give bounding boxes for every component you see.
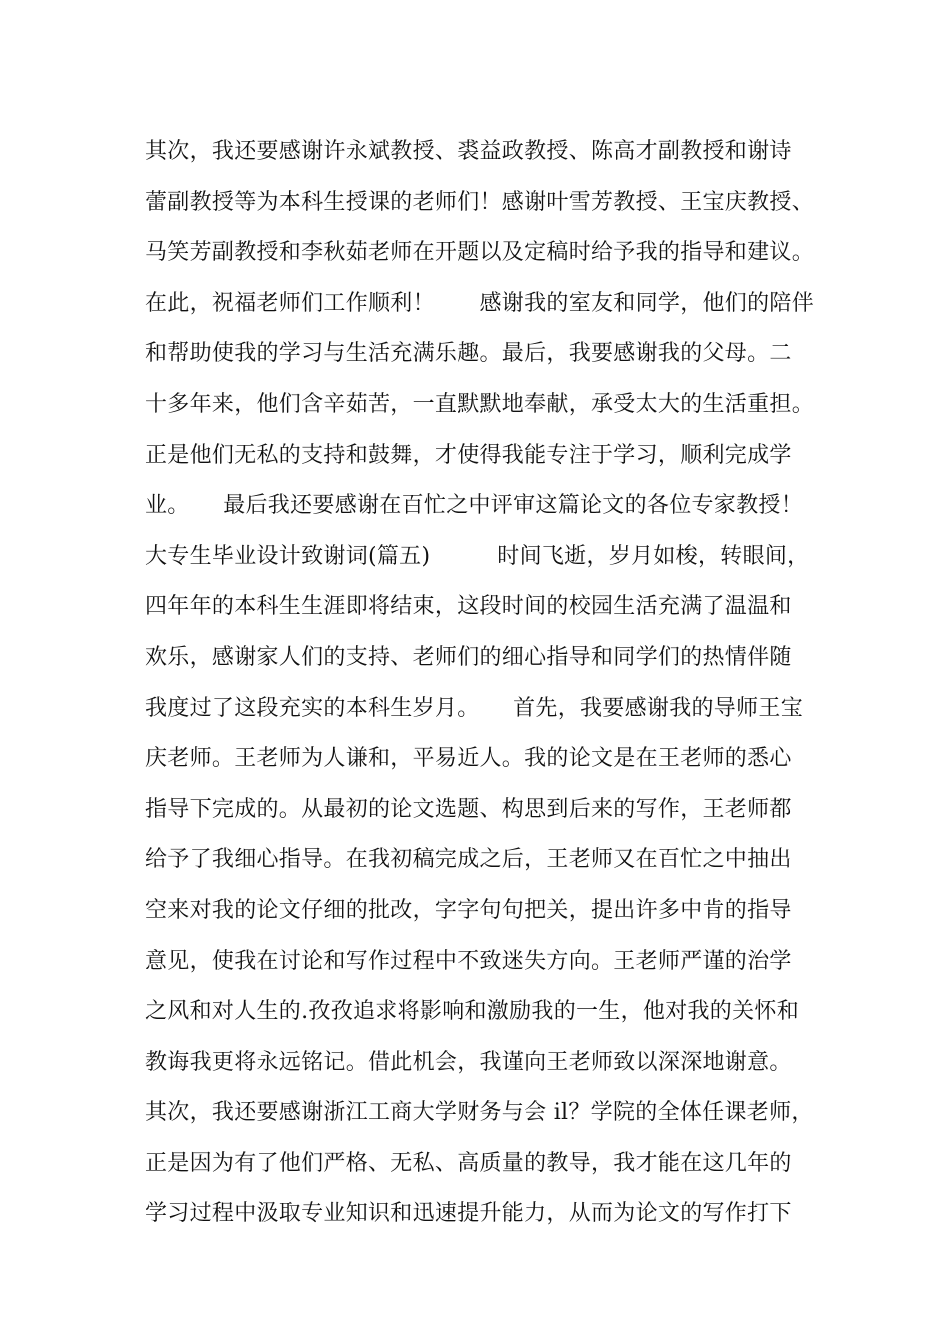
- text-line: 四年年的本科生生涯即将结束，这段时间的校园生活充满了温温和: [145, 594, 792, 620]
- text-line: 教诲我更将永远铭记。借此机会，我谨向王老师致以深深地谢意。: [145, 1049, 792, 1075]
- text-line: 蕾副教授等为本科生授课的老师们！感谢叶雪芳教授、王宝庆教授、: [145, 189, 815, 215]
- text-line: 业。 最后我还要感谢在百忙之中评审这篇论文的各位专家教授！: [145, 493, 804, 519]
- text-line: 给予了我细心指导。在我初稿完成之后，王老师又在百忙之中抽出: [145, 847, 792, 873]
- text-line: 意见，使我在讨论和写作过程中不致迷失方向。王老师严谨的治学: [145, 948, 792, 974]
- body-text: [145, 131, 835, 1244]
- text-line: 马笑芳副教授和李秋茹老师在开题以及定稿时给予我的指导和建议。: [145, 240, 815, 266]
- text-line: 我度过了这段充实的本科生岁月。 首先，我要感谢我的导师王宝: [145, 695, 804, 721]
- text-line: 在此，祝福老师们工作顺利！ 感谢我的室友和同学，他们的陪伴: [145, 290, 815, 316]
- text-line: 学习过程中汲取专业知识和迅速提升能力，从而为论文的写作打下: [145, 1201, 792, 1227]
- section-heading-line: 大专生毕业设计致谢词(篇五) 时间飞逝，岁月如梭，转眼间，: [145, 543, 810, 569]
- text-line: 其次，我还要感谢许永斌教授、裘益政教授、陈高才副教授和谢诗: [145, 139, 792, 164]
- text-line: 十多年来，他们含辛茹苦，一直默默地奉献，承受太大的生活重担。: [145, 391, 815, 417]
- text-line: 正是他们无私的支持和鼓舞，才使得我能专注于学习，顺利完成学: [145, 442, 792, 468]
- text-line: 庆老师。王老师为人谦和，平易近人。我的论文是在王老师的悉心: [145, 746, 792, 772]
- text-line: 指导下完成的。从最初的论文选题、构思到后来的写作，王老师都: [145, 796, 792, 822]
- text-line: 欢乐，感谢家人们的支持、老师们的细心指导和同学们的热情伴随: [145, 644, 792, 670]
- text-line: 空来对我的论文仔细的批改，字字句句把关，提出许多中肯的指导: [145, 897, 792, 923]
- text-line: 正是因为有了他们严格、无私、高质量的教导，我才能在这几年的: [145, 1150, 792, 1176]
- text-line: 之风和对人生的.孜孜追求将影响和激励我的一生，他对我的关怀和: [145, 999, 799, 1025]
- text-line: 和帮助使我的学习与生活充满乐趣。最后，我要感谢我的父母。二: [145, 341, 792, 367]
- text-line: 其次，我还要感谢浙江工商大学财务与会 il？学院的全体任课老师，: [145, 1100, 814, 1126]
